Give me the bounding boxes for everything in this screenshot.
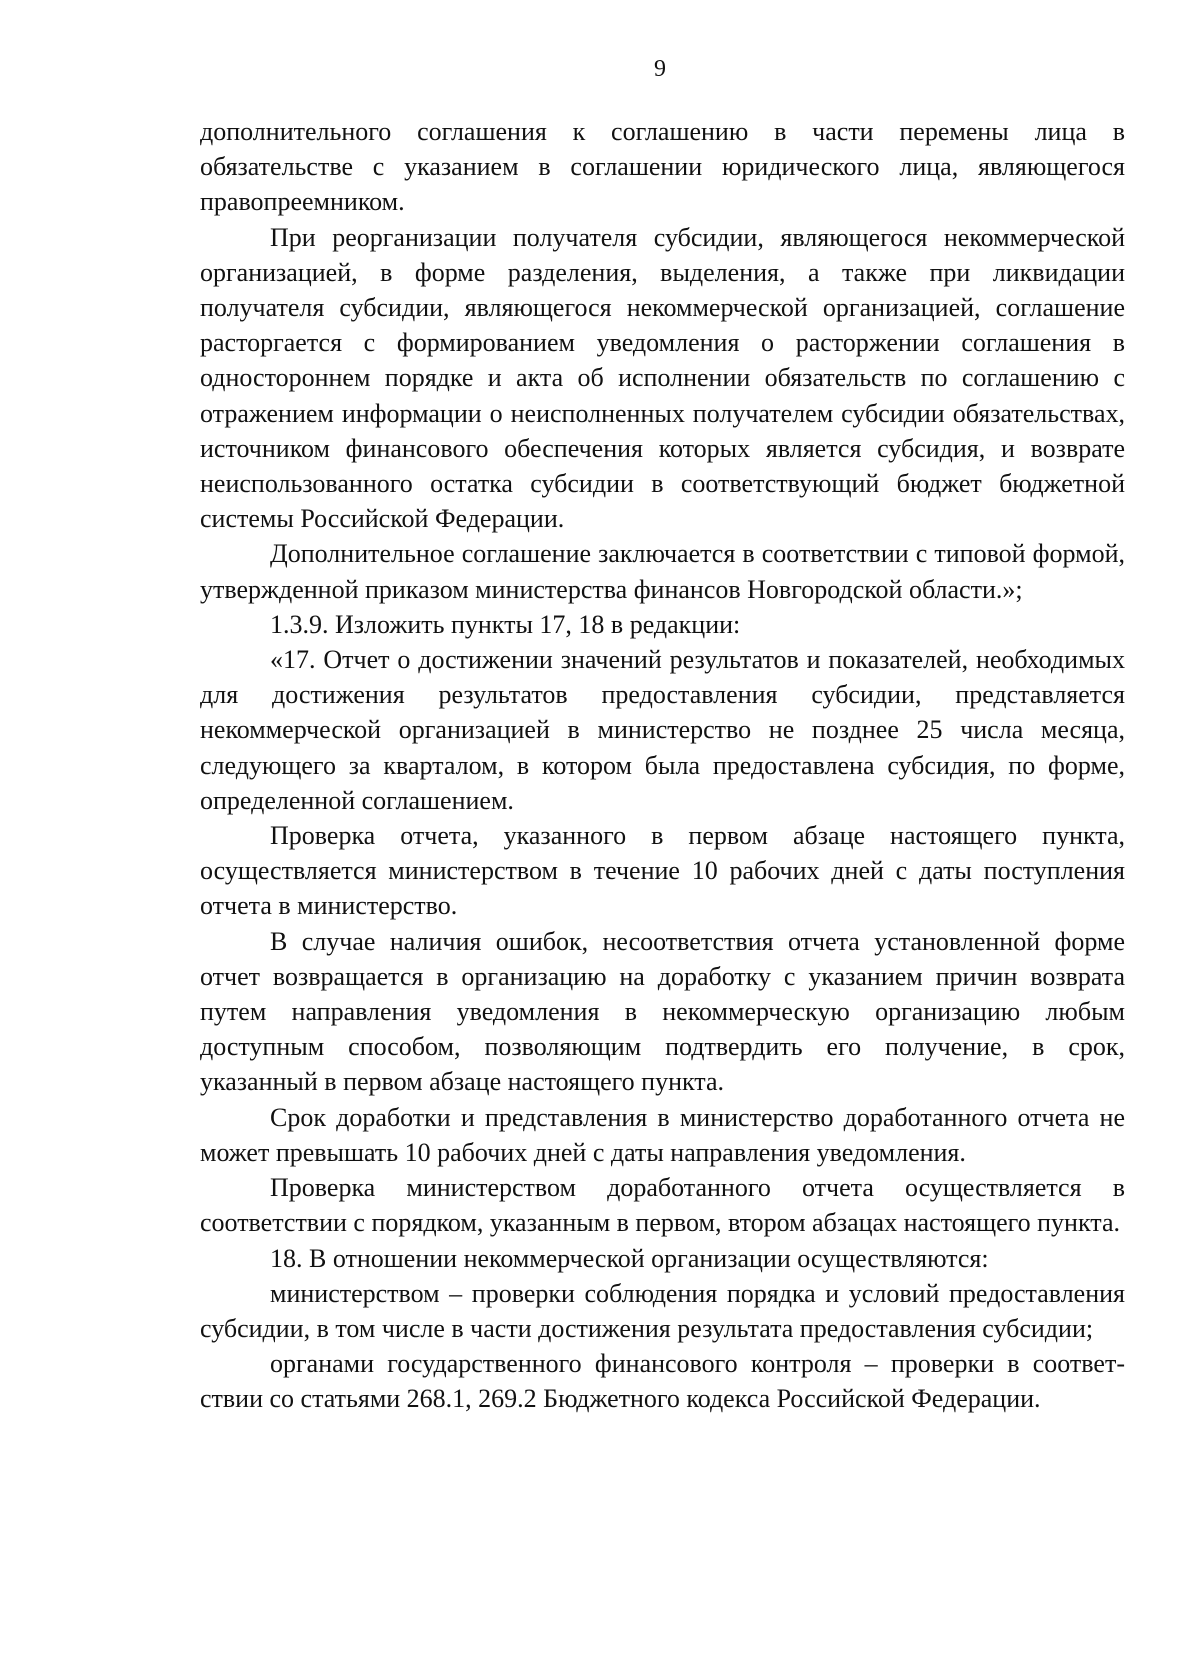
paragraph-11: министерством – проверки соблюдения порядка и условий предоставления субсидии, в том числе в части достижения результата предоставления субсидии; bbox=[200, 1278, 1125, 1343]
paragraph-10: 18. В отношении некоммерческой организации осуществляются: bbox=[270, 1243, 989, 1273]
paragraph-8: Срок доработки и представления в министерство доработанного отчета не может превышать 10 рабочих дней с даты направления уведомления. bbox=[200, 1102, 1125, 1167]
page-number: 9 bbox=[654, 56, 666, 82]
paragraph-7: В случае наличия ошибок, несоответствия отчета установленной форме отчет возвращается в организацию на доработку с указанием причин возврата путем направления уведомления в некоммерческую организацию любым доступным способом, позволяющим подтвердить его получение, в срок, указанный в первом абзаце настоящего пункта. bbox=[200, 926, 1125, 1097]
paragraph-1: дополнительного соглашения к соглашению в части перемены лица в обязательстве с указанием в соглашении юридического лица, являющегося правопреемником. bbox=[200, 117, 1125, 217]
paragraph-3: Дополнительное соглашение заключается в соответствии с типовой формой, утвержденной приказом министерства финансов Новгородской области.»; bbox=[200, 539, 1125, 604]
paragraph-2: При реорганизации получателя субсидии, являющегося некоммерческой организацией, в форме разделения, выделения, а также при ликвидации получателя субсидии, являющегося некоммерческой организацией, соглашение расторгается с формированием уведомления о расторжении соглашения в одностороннем порядке и акта об исполнении обязательств по соглашению с отражением информации о неисполненных получателем субсидии обязательствах, источником финансового обеспечения которых является субсидия, и возврате неиспользованного остатка субсидии в соответствующий бюджет бюджетной системы Российской Федерации. bbox=[200, 222, 1125, 534]
paragraph-6: Проверка отчета, указанного в первом абзаце настоящего пункта, осуществляется министерством в течение 10 рабочих дней с даты поступления отчета в министерство. bbox=[200, 821, 1125, 921]
paragraph-9: Проверка министерством доработанного отчета осуществляется в соответствии с порядком, указанным в первом, втором абзацах настоящего пункта. bbox=[200, 1173, 1125, 1238]
paragraph-4: 1.3.9. Изложить пункты 17, 18 в редакции: bbox=[270, 609, 741, 639]
paragraph-5: «17. Отчет о достижении значений результатов и показателей, необходимых для достижения результатов предоставления субсидии, представляется некоммерческой организацией в министерство не позднее 25 числа месяца, следующего за кварталом, в котором была предоставлена субсидия, по форме, определенной соглашением. bbox=[200, 645, 1125, 815]
document-body bbox=[200, 114, 1125, 1417]
paragraph-12: органами государственного финансового контроля – проверки в соответствии со статьями 268.1, 269.2 Бюджетного кодекса Российской Федерации. bbox=[200, 1349, 1125, 1414]
